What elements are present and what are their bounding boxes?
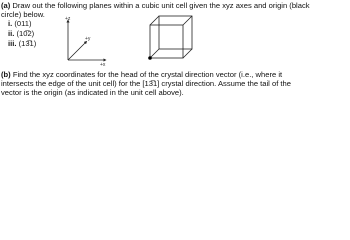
cube-edge-top-left: [150, 16, 159, 25]
xyz-axes-diagram: [62, 15, 110, 68]
cube-edge-bottom-right: [183, 49, 192, 58]
origin-dot: [148, 56, 152, 60]
plane-item-3-miller: (13̅1): [18, 39, 37, 48]
part-b-label: (b): [1, 70, 11, 79]
plane-item-2-miller: (10̅2): [16, 29, 35, 38]
plane-item-3-number: iii.: [8, 39, 17, 48]
plane-item-1-number: i.: [8, 19, 13, 28]
x-axis-label: +x: [100, 62, 106, 68]
part-a-label: (a): [1, 1, 11, 10]
part-a-line-1: [1, 1, 310, 10]
plane-item-1-miller: (011): [14, 19, 32, 28]
plane-item-1: [8, 19, 32, 28]
cubic-unit-cell: [148, 13, 196, 61]
plane-item-3: [8, 39, 36, 48]
y-axis-label: +y: [85, 36, 91, 42]
part-a-text-2: circle) below.: [1, 10, 45, 19]
y-axis: [68, 42, 86, 60]
part-b-text-2: intersects the edge of the unit cell) for the [13̅1] crystal direction. Assume the tail of the: [1, 79, 291, 88]
part-a-text-1: Draw out the following planes within a cubic unit cell given the xyz axes and origin (black: [12, 1, 310, 10]
part-b-text-3: vector is the origin (as indicated in the unit cell above).: [1, 88, 184, 97]
part-b-text: [1, 70, 349, 97]
cube-edge-top-right: [183, 16, 192, 25]
plane-item-2: [8, 29, 34, 38]
cube-edge-bottom-left: [150, 49, 159, 58]
plane-item-2-number: ii.: [8, 29, 15, 38]
z-axis-label: +z: [65, 16, 71, 22]
part-b-text-1: Find the xyz coordinates for the head of the crystal direction vector (i.e., where it: [12, 70, 283, 79]
